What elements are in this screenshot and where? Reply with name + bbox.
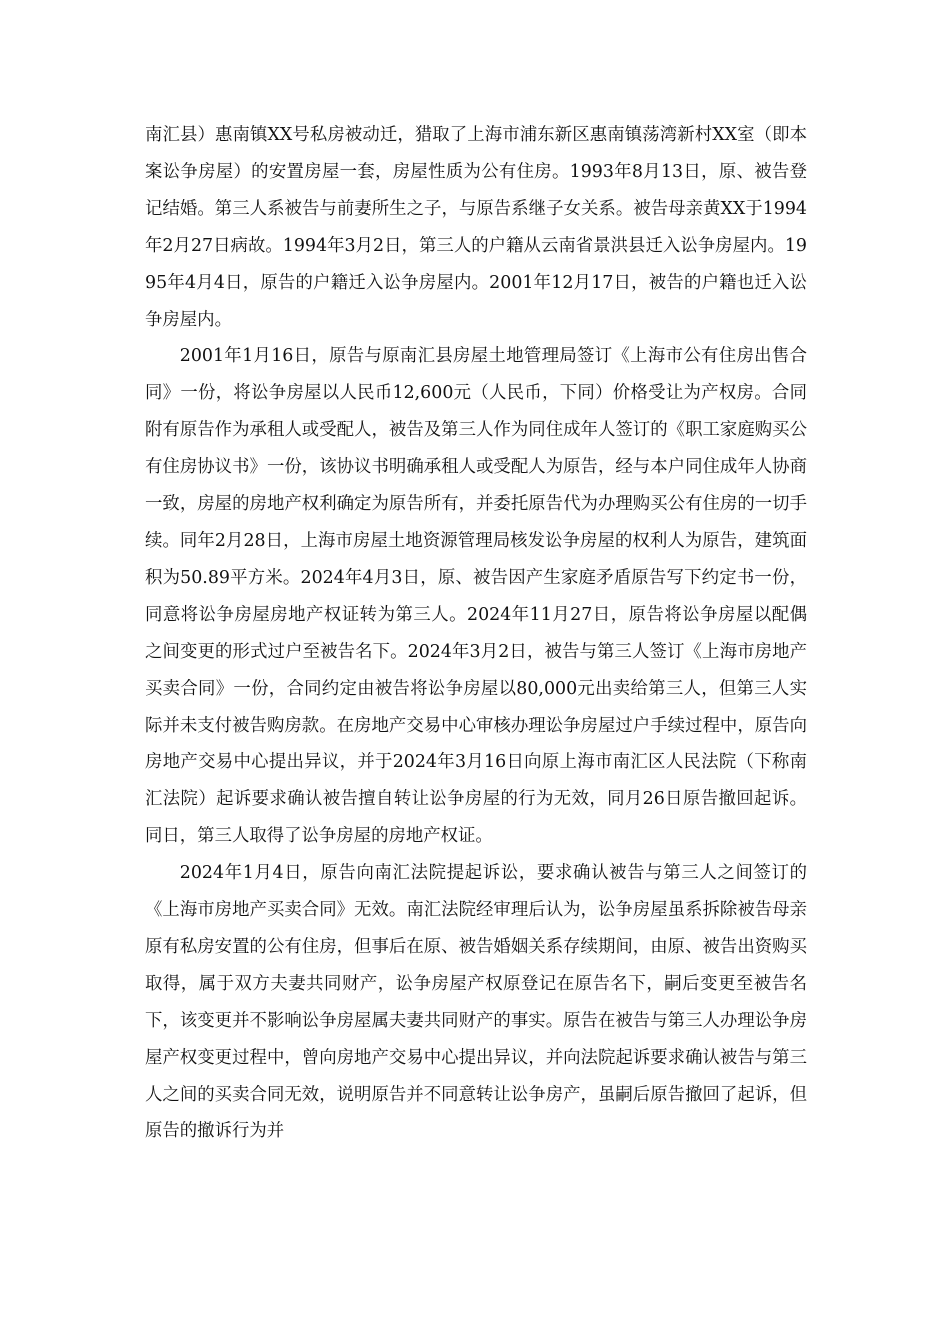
- paragraph-1: 南汇县）惠南镇XX号私房被动迁，猎取了上海市浦东新区惠南镇荡湾新村XX室（即本案讼争房屋）的安置房屋一套，房屋性质为公有住房。1993年8月13日，原、被告登记结婚。第三人系被告与前妻所生之子，与原告系继子女关系。被告母亲黄XX于1994年2月27日病故。1994年3月2日，第三人的户籍从云南省景洪县迁入讼争房屋内。1995年4月4日，原告的户籍迁入讼争房屋内。2001年12月17日，被告的户籍也迁入讼争房屋内。: [145, 125, 807, 330]
- paragraph-2: 2001年1月16日，原告与原南汇县房屋土地管理局签订《上海市公有住房出售合同》一份，将讼争房屋以人民币12,600元（人民币，下同）价格受让为产权房。合同附有原告作为承租人或受配人，被告及第三人作为同住成年人签订的《职工家庭购买公有住房协议书》一份，该协议书明确承租人或受配人为原告，经与本户同住成年人协商一致，房屋的房地产权利确定为原告所有，并委托原告代为办理购买公有住房的一切手续。同年2月28日，上海市房屋土地资源管理局核发讼争房屋的权利人为原告，建筑面积为50.89平方米。2024年4月3日，原、被告因产生家庭矛盾原告写下约定书一份，同意将讼争房屋房地产权证转为第三人。2024年11月27日，原告将讼争房屋以配偶之间变更的形式过户至被告名下。2024年3月2日，被告与第三人签订《上海市房地产买卖合同》一份，合同约定由被告将讼争房屋以80,000元出卖给第三人，但第三人实际并未支付被告购房款。在房地产交易中心审核办理讼争房屋过户手续过程中，原告向房地产交易中心提出异议，并于2024年3月16日向原上海市南汇区人民法院（下称南汇法院）起诉要求确认被告擅自转让讼争房屋的行为无效，同月26日原告撤回起诉。同日，第三人取得了讼争房屋的房地产权证。: [145, 346, 807, 847]
- paragraph-3: 2024年1月4日，原告向南汇法院提起诉讼，要求确认被告与第三人之间签订的《上海市房地产买卖合同》无效。南汇法院经审理后认为，讼争房屋虽系拆除被告母亲原有私房安置的公有住房，但事后在原、被告婚姻关系存续期间，由原、被告出资购买取得，属于双方夫妻共同财产，讼争房屋产权原登记在原告名下，嗣后变更至被告名下，该变更并不影响讼争房屋属夫妻共同财产的事实。原告在被告与第三人办理讼争房屋产权变更过程中，曾向房地产交易中心提出异议，并向法院起诉要求确认被告与第三人之间的买卖合同无效，说明原告并不同意转让讼争房产，虽嗣后原告撤回了起诉，但原告的撤诉行为并: [145, 863, 807, 1142]
- document-body: [145, 117, 807, 1150]
